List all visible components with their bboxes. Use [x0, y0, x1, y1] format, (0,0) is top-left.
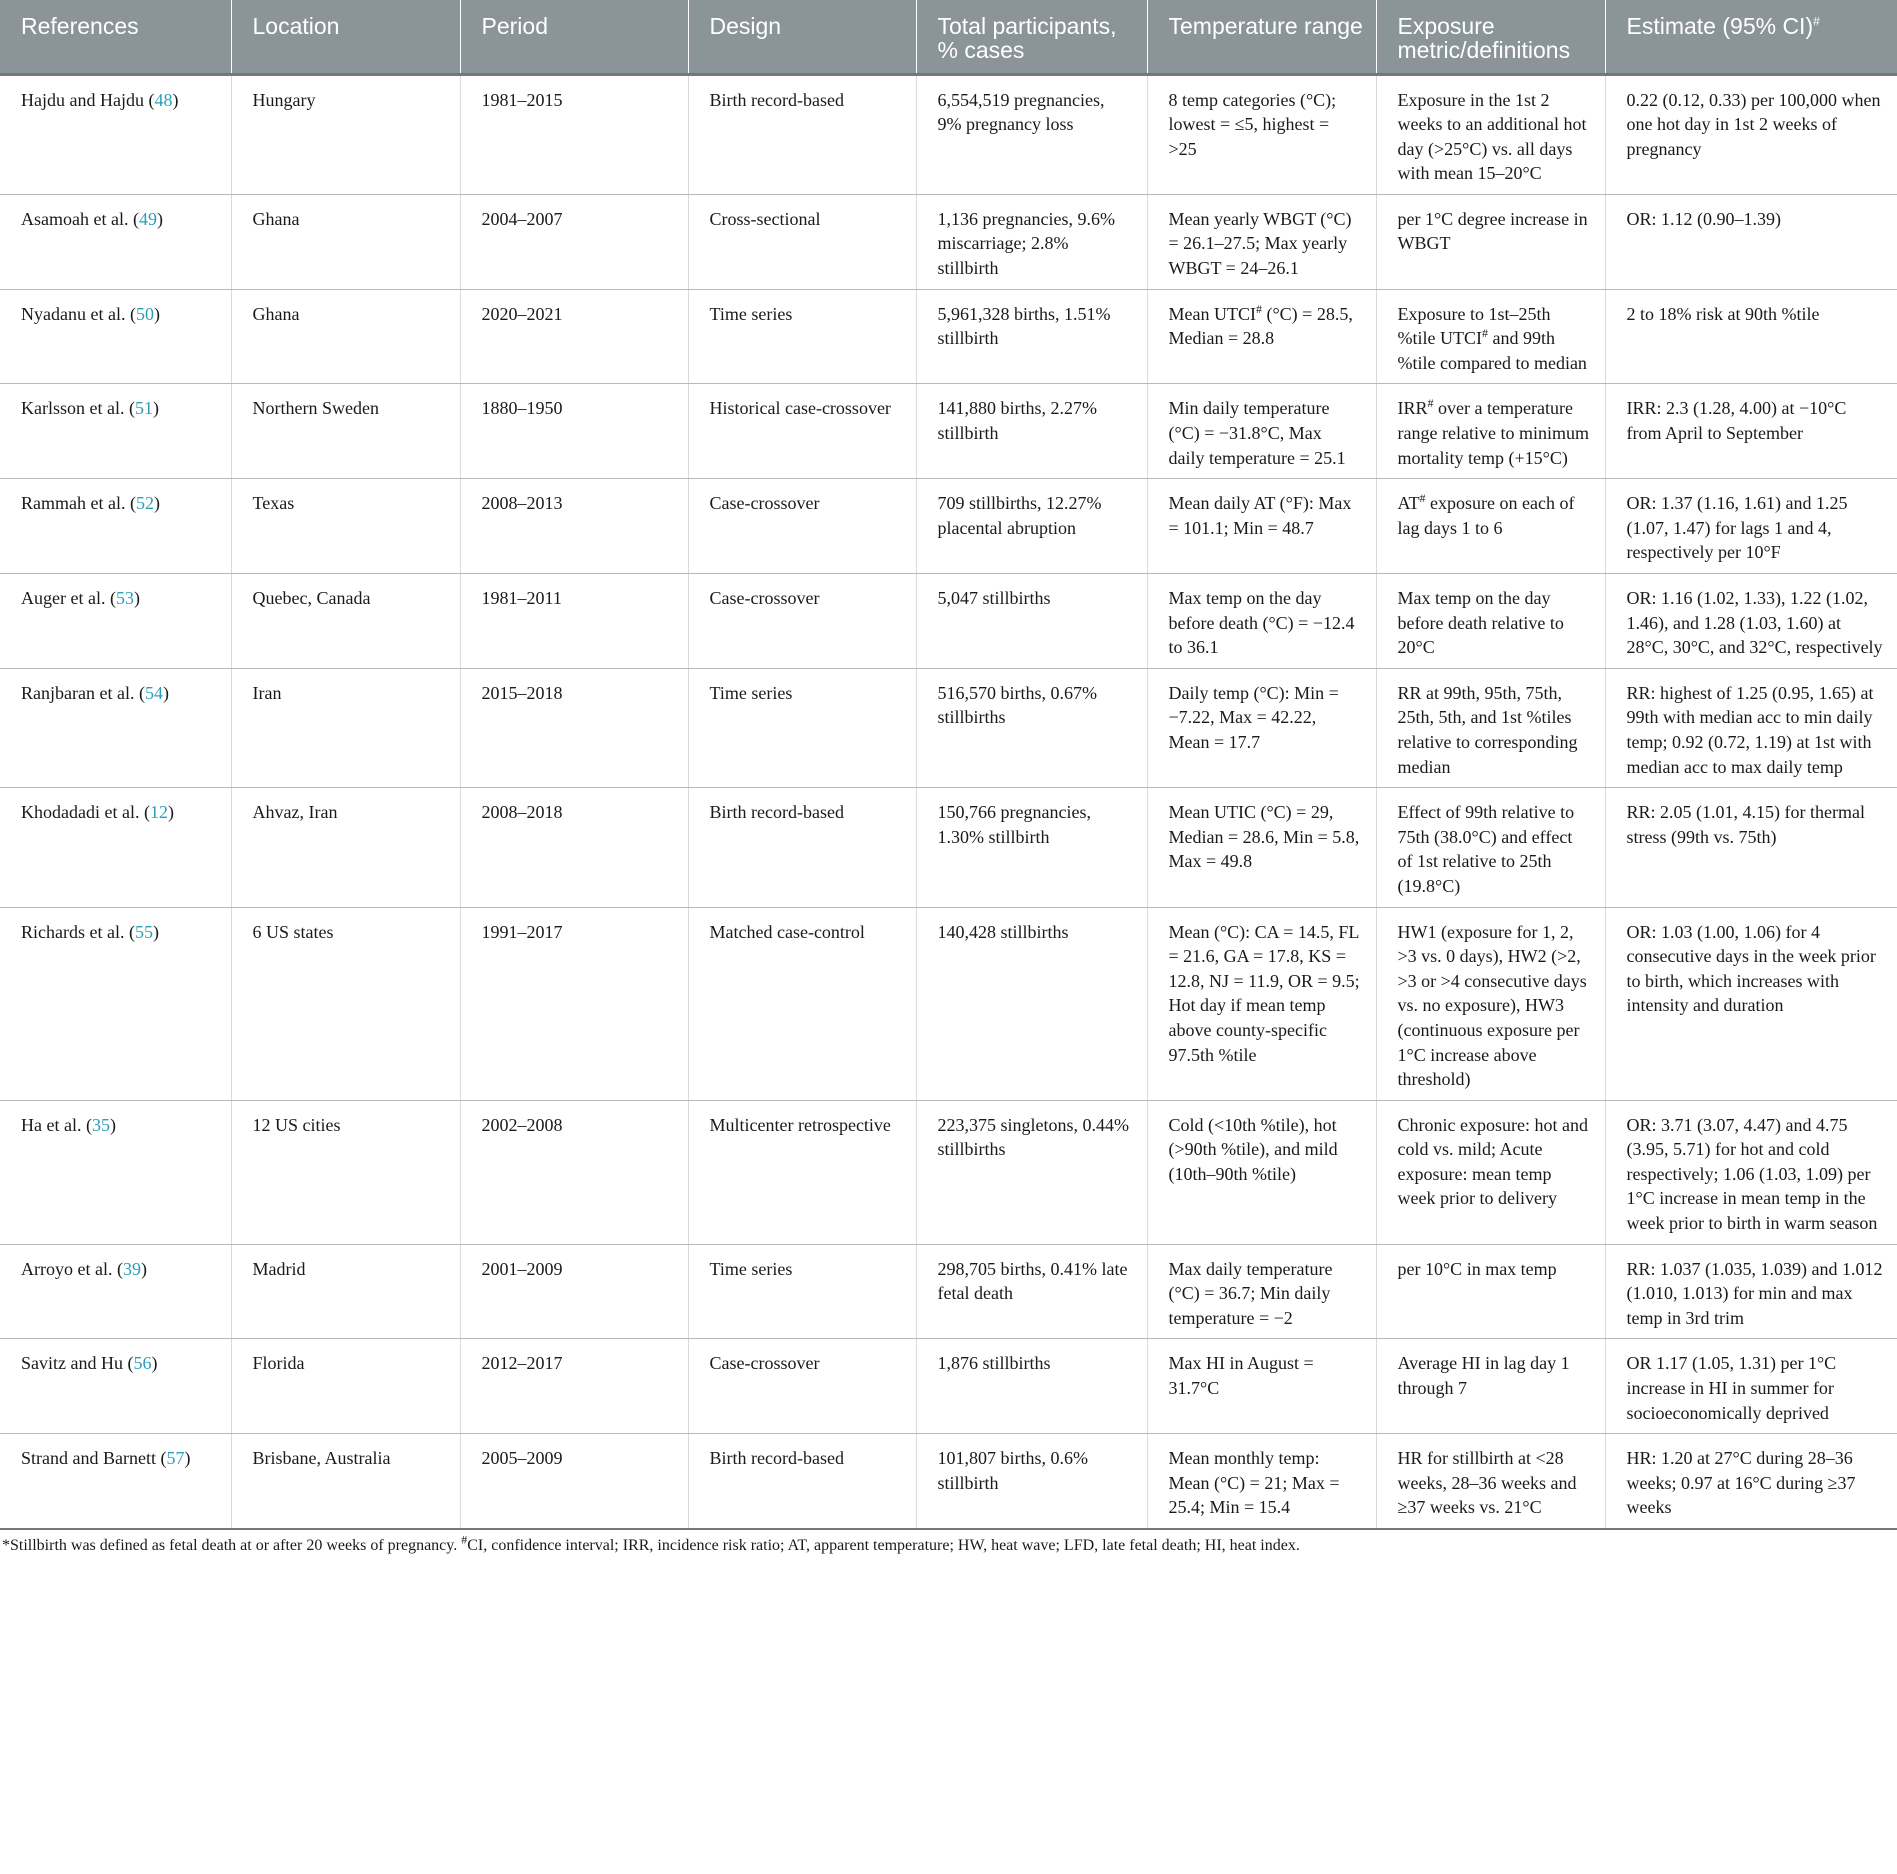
cell-participants: 1,136 pregnancies, 9.6% miscarriage; 2.8% stillbirth — [916, 194, 1147, 289]
cell-reference: Auger et al. (53) — [0, 574, 231, 669]
table-row — [0, 668, 1897, 787]
cell-exposure: per 10°C in max temp — [1376, 1244, 1605, 1339]
citation-link[interactable]: 35 — [91, 1114, 110, 1135]
cell-reference: Nyadanu et al. (50) — [0, 289, 231, 384]
header-exposure-metric: Exposure metric/definitions — [1376, 0, 1605, 74]
reference-author: Khodadadi et al. — [21, 802, 140, 823]
cell-design: Time series — [688, 1244, 916, 1339]
cell-design: Case-crossover — [688, 1339, 916, 1434]
citation-link[interactable]: 55 — [134, 921, 153, 942]
reference-author: Nyadanu et al. — [21, 303, 126, 324]
cell-estimate: OR: 1.37 (1.16, 1.61) and 1.25 (1.07, 1.47) for lags 1 and 4, respectively per 10°F — [1605, 479, 1897, 574]
cell-period: 2008–2018 — [460, 788, 688, 907]
cell-period: 1880–1950 — [460, 384, 688, 479]
cell-design: Cross-sectional — [688, 194, 916, 289]
cell-temperature: Max temp on the day before death (°C) = −12.4 to 36.1 — [1147, 574, 1376, 669]
table-body — [0, 74, 1897, 1529]
cell-design: Birth record-based — [688, 1434, 916, 1529]
cell-location: Quebec, Canada — [231, 574, 460, 669]
cell-location: Northern Sweden — [231, 384, 460, 479]
citation-link[interactable]: 53 — [115, 588, 134, 608]
citation-link[interactable]: 54 — [144, 682, 163, 703]
citation-link[interactable]: 39 — [122, 1258, 141, 1279]
footnote-mark: # — [1419, 491, 1426, 506]
reference-author: Auger et al. — [21, 588, 106, 608]
citation-link[interactable]: 51 — [134, 398, 153, 419]
cell-period: 1981–2011 — [460, 574, 688, 669]
cell-period: 2008–2013 — [460, 479, 688, 574]
footnote-mark: # — [1255, 301, 1262, 316]
cell-reference: Strand and Barnett (57) — [0, 1434, 231, 1529]
cell-participants: 1,876 stillbirths — [916, 1339, 1147, 1434]
cell-reference: Savitz and Hu (56) — [0, 1339, 231, 1434]
cell-exposure: Exposure in the 1st 2 weeks to an additional hot day (>25°C) vs. all days with mean 15–20°C — [1376, 74, 1605, 194]
cell-temperature: Cold (<10th %tile), hot (>90th %tile), and mild (10th–90th %tile) — [1147, 1100, 1376, 1244]
footnote-mark: # — [1481, 326, 1488, 341]
table-row — [0, 479, 1897, 574]
citation-link[interactable]: 12 — [149, 802, 168, 823]
cell-estimate: OR: 1.03 (1.00, 1.06) for 4 consecutive days in the week prior to birth, which increases with intensity and duration — [1605, 907, 1897, 1100]
cell-reference: Hajdu and Hajdu (48) — [0, 74, 231, 194]
citation-link[interactable]: 57 — [166, 1448, 185, 1469]
cell-period: 2012–2017 — [460, 1339, 688, 1434]
header-footnote-mark: # — [1813, 14, 1820, 29]
cell-reference: Richards et al. (55) — [0, 907, 231, 1100]
table-row — [0, 194, 1897, 289]
cell-temperature: Mean monthly temp: Mean (°C) = 21; Max = 25.4; Min = 15.4 — [1147, 1434, 1376, 1529]
cell-design: Matched case-control — [688, 907, 916, 1100]
table-row — [0, 289, 1897, 384]
cell-design: Birth record-based — [688, 788, 916, 907]
cell-estimate: 2 to 18% risk at 90th %tile — [1605, 289, 1897, 384]
table-row — [0, 384, 1897, 479]
cell-temperature: 8 temp categories (°C); lowest = ≤5, highest = >25 — [1147, 74, 1376, 194]
cell-participants: 5,961,328 births, 1.51% stillbirth — [916, 289, 1147, 384]
header-period: Period — [460, 0, 688, 74]
cell-participants: 6,554,519 pregnancies, 9% pregnancy loss — [916, 74, 1147, 194]
cell-estimate: IRR: 2.3 (1.28, 4.00) at −10°C from April to September — [1605, 384, 1897, 479]
table-row — [0, 1100, 1897, 1244]
cell-estimate: RR: highest of 1.25 (0.95, 1.65) at 99th with median acc to min daily temp; 0.92 (0.72, 1.19) at 1st with median acc to max daily temp — [1605, 668, 1897, 787]
cell-design: Historical case-crossover — [688, 384, 916, 479]
cell-estimate: 0.22 (0.12, 0.33) per 100,000 when one hot day in 1st 2 weeks of pregnancy — [1605, 74, 1897, 194]
cell-participants: 709 stillbirths, 12.27% placental abruption — [916, 479, 1147, 574]
cell-exposure: IRR# over a temperature range relative to minimum mortality temp (+15°C) — [1376, 384, 1605, 479]
cell-location: Iran — [231, 668, 460, 787]
reference-author: Rammah et al. — [21, 493, 126, 514]
cell-exposure: Average HI in lag day 1 through 7 — [1376, 1339, 1605, 1434]
cell-exposure: per 1°C degree increase in WBGT — [1376, 194, 1605, 289]
cell-location: 6 US states — [231, 907, 460, 1100]
cell-participants: 5,047 stillbirths — [916, 574, 1147, 669]
cell-participants: 140,428 stillbirths — [916, 907, 1147, 1100]
cell-estimate: RR: 1.037 (1.035, 1.039) and 1.012 (1.010, 1.013) for min and max temp in 3rd trim — [1605, 1244, 1897, 1339]
table-row — [0, 74, 1897, 194]
cell-temperature: Mean yearly WBGT (°C) = 26.1–27.5; Max yearly WBGT = 24–26.1 — [1147, 194, 1376, 289]
cell-temperature: Max HI in August = 31.7°C — [1147, 1339, 1376, 1434]
cell-temperature: Mean daily AT (°F): Max = 101.1; Min = 48.7 — [1147, 479, 1376, 574]
header-location: Location — [231, 0, 460, 74]
header-references: References — [0, 0, 231, 74]
reference-author: Ha et al. — [21, 1114, 82, 1135]
cell-temperature: Mean (°C): CA = 14.5, FL = 21.6, GA = 17.8, KS = 12.8, NJ = 11.9, OR = 9.5; Hot day if mean temp above county-specific 97.5th %tile — [1147, 907, 1376, 1100]
cell-location: Madrid — [231, 1244, 460, 1339]
cell-exposure: HW1 (exposure for 1, 2, >3 vs. 0 days), HW2 (>2, >3 or >4 consecutive days vs. no exposure), HW3 (continuous exposure per 1°C increase above threshold) — [1376, 907, 1605, 1100]
citation-link[interactable]: 52 — [135, 493, 154, 514]
reference-author: Ranjbaran et al. — [21, 682, 135, 703]
cell-design: Case-crossover — [688, 574, 916, 669]
cell-design: Time series — [688, 289, 916, 384]
cell-period: 2004–2007 — [460, 194, 688, 289]
cell-design: Birth record-based — [688, 74, 916, 194]
cell-period: 2005–2009 — [460, 1434, 688, 1529]
cell-reference: Rammah et al. (52) — [0, 479, 231, 574]
table-row — [0, 907, 1897, 1100]
cell-exposure: HR for stillbirth at <28 weeks, 28–36 weeks and ≥37 weeks vs. 21°C — [1376, 1434, 1605, 1529]
cell-participants: 150,766 pregnancies, 1.30% stillbirth — [916, 788, 1147, 907]
table-row — [0, 1339, 1897, 1434]
cell-participants: 223,375 singletons, 0.44% stillbirths — [916, 1100, 1147, 1244]
cell-location: Ahvaz, Iran — [231, 788, 460, 907]
cell-estimate: RR: 2.05 (1.01, 4.15) for thermal stress (99th vs. 75th) — [1605, 788, 1897, 907]
cell-period: 1991–2017 — [460, 907, 688, 1100]
cell-exposure: Chronic exposure: hot and cold vs. mild; Acute exposure: mean temp week prior to delivery — [1376, 1100, 1605, 1244]
citation-link[interactable]: 48 — [154, 89, 173, 110]
cell-period: 2015–2018 — [460, 668, 688, 787]
table-footnote: *Stillbirth was defined as fetal death at or after 20 weeks of pregnancy. #CI, confidence interval; IRR, incidence risk ratio; AT, apparent temperature; HW, heat wave; LFD, late fetal death; HI, heat index. — [2, 1532, 1300, 1554]
table-row — [0, 1434, 1897, 1529]
header-participants: Total participants, % cases — [916, 0, 1147, 74]
cell-temperature: Mean UTCI# (°C) = 28.5, Median = 28.8 — [1147, 289, 1376, 384]
cell-location: Florida — [231, 1339, 460, 1434]
cell-reference: Karlsson et al. (51) — [0, 384, 231, 479]
cell-estimate: OR 1.17 (1.05, 1.31) per 1°C increase in HI in summer for socioeconomically deprived — [1605, 1339, 1897, 1434]
citation-link[interactable]: 50 — [135, 303, 154, 324]
header-design: Design — [688, 0, 916, 74]
cell-location: Texas — [231, 479, 460, 574]
cell-exposure: Effect of 99th relative to 75th (38.0°C) and effect of 1st relative to 25th (19.8°C) — [1376, 788, 1605, 907]
citation-link[interactable]: 49 — [138, 208, 157, 229]
cell-design: Time series — [688, 668, 916, 787]
cell-exposure: RR at 99th, 95th, 75th, 25th, 5th, and 1st %tiles relative to corresponding median — [1376, 668, 1605, 787]
cell-temperature: Mean UTIC (°C) = 29, Median = 28.6, Min = 5.8, Max = 49.8 — [1147, 788, 1376, 907]
cell-reference: Ranjbaran et al. (54) — [0, 668, 231, 787]
cell-participants: 141,880 births, 2.27% stillbirth — [916, 384, 1147, 479]
header-estimate: Estimate (95% CI)# — [1605, 0, 1897, 74]
reference-author: Hajdu and Hajdu — [21, 89, 144, 110]
cell-estimate: OR: 3.71 (3.07, 4.47) and 4.75 (3.95, 5.71) for hot and cold respectively; 1.06 (1.03, 1.09) per 1°C increase in mean temp in the week prior to birth in warm season — [1605, 1100, 1897, 1244]
table-row — [0, 788, 1897, 907]
cell-estimate: OR: 1.12 (0.90–1.39) — [1605, 194, 1897, 289]
citation-link[interactable]: 56 — [133, 1353, 152, 1374]
cell-exposure: Max temp on the day before death relative to 20°C — [1376, 574, 1605, 669]
cell-period: 1981–2015 — [460, 74, 688, 194]
cell-exposure: Exposure to 1st–25th %tile UTCI# and 99th %tile compared to median — [1376, 289, 1605, 384]
cell-participants: 516,570 births, 0.67% stillbirths — [916, 668, 1147, 787]
cell-period: 2020–2021 — [460, 289, 688, 384]
cell-estimate: HR: 1.20 at 27°C during 28–36 weeks; 0.97 at 16°C during ≥37 weeks — [1605, 1434, 1897, 1529]
cell-design: Case-crossover — [688, 479, 916, 574]
cell-period: 2001–2009 — [460, 1244, 688, 1339]
cell-design: Multicenter retrospective — [688, 1100, 916, 1244]
cell-location: 12 US cities — [231, 1100, 460, 1244]
cell-reference: Asamoah et al. (49) — [0, 194, 231, 289]
reference-author: Strand and Barnett — [21, 1448, 156, 1469]
cell-reference: Khodadadi et al. (12) — [0, 788, 231, 907]
cell-exposure: AT# exposure on each of lag days 1 to 6 — [1376, 479, 1605, 574]
reference-author: Richards et al. — [21, 921, 125, 942]
cell-location: Brisbane, Australia — [231, 1434, 460, 1529]
header-row — [0, 0, 1897, 74]
table-row — [0, 574, 1897, 669]
cell-temperature: Daily temp (°C): Min = −7.22, Max = 42.22, Mean = 17.7 — [1147, 668, 1376, 787]
reference-author: Arroyo et al. — [21, 1258, 113, 1279]
cell-location: Hungary — [231, 74, 460, 194]
cell-reference: Ha et al. (35) — [0, 1100, 231, 1244]
reference-author: Asamoah et al. — [21, 208, 129, 229]
cell-location: Ghana — [231, 194, 460, 289]
cell-participants: 101,807 births, 0.6% stillbirth — [916, 1434, 1147, 1529]
reference-author: Karlsson et al. — [21, 398, 125, 419]
footnote-mark: # — [461, 1532, 468, 1547]
cell-estimate: OR: 1.16 (1.02, 1.33), 1.22 (1.02, 1.46), and 1.28 (1.03, 1.60) at 28°C, 30°C, and 32°C, respectively — [1605, 574, 1897, 669]
footnote-mark: # — [1427, 396, 1434, 411]
header-temperature-range: Temperature range — [1147, 0, 1376, 74]
cell-period: 2002–2008 — [460, 1100, 688, 1244]
reference-author: Savitz and Hu — [21, 1353, 123, 1374]
table-row — [0, 1244, 1897, 1339]
cell-participants: 298,705 births, 0.41% late fetal death — [916, 1244, 1147, 1339]
cell-temperature: Max daily temperature (°C) = 36.7; Min daily temperature = −2 — [1147, 1244, 1376, 1339]
cell-temperature: Min daily temperature (°C) = −31.8°C, Max daily temperature = 25.1 — [1147, 384, 1376, 479]
cell-location: Ghana — [231, 289, 460, 384]
table-header — [0, 0, 1897, 74]
cell-reference: Arroyo et al. (39) — [0, 1244, 231, 1339]
